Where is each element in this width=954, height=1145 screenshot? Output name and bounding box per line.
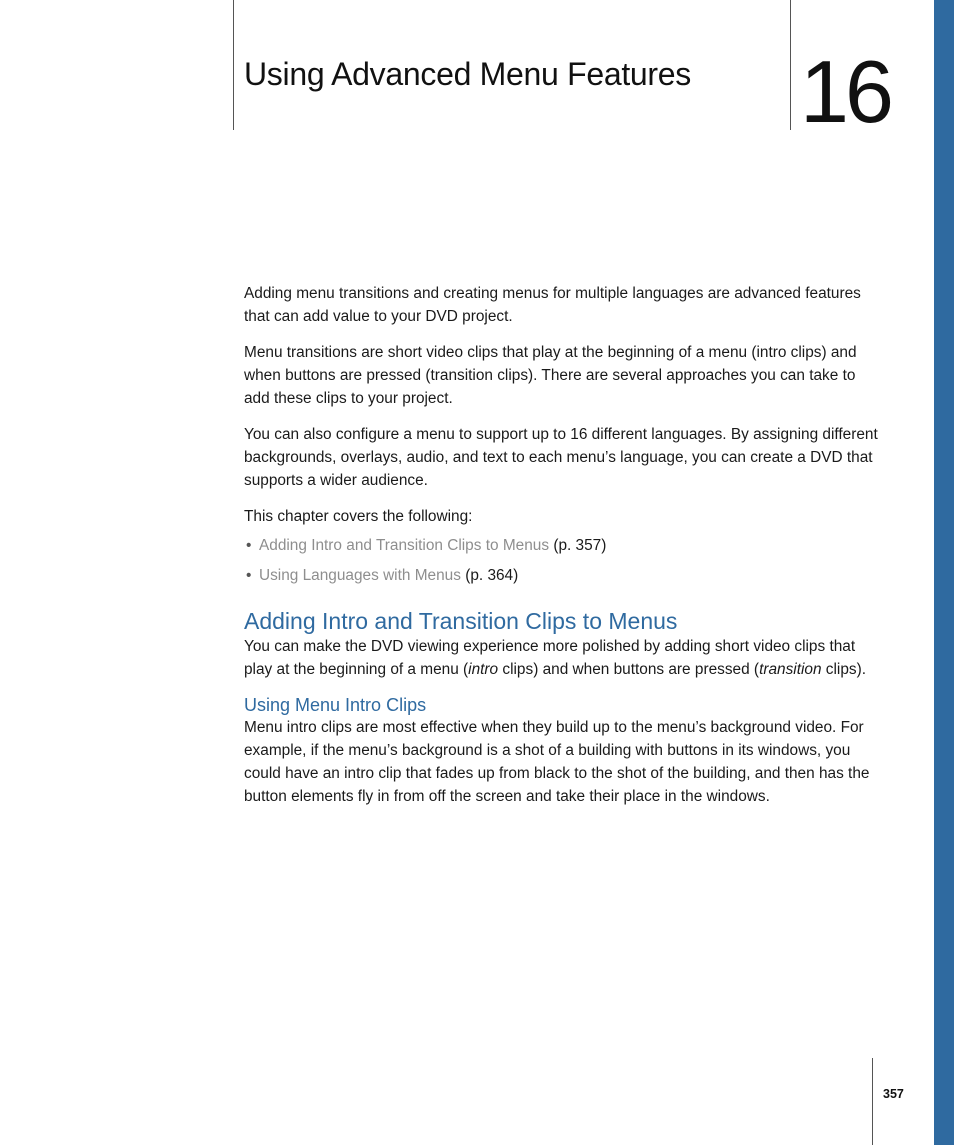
section-1-text-a: You can make the DVD viewing experience more polished by adding short video clips that play at the beginning of a menu ( — [244, 638, 856, 678]
chapter-title: Using Advanced Menu Features — [244, 56, 691, 92]
intro-paragraph-1: Adding menu transitions and creating menus for multiple languages are advanced features that can add value to your DVD project. — [244, 285, 861, 325]
chapter-content — [244, 282, 884, 821]
section-1-text-c: clips). — [821, 661, 866, 678]
toc-link-intro-transition-clips[interactable]: Adding Intro and Transition Clips to Menus — [259, 537, 550, 554]
intro-paragraph-4: This chapter covers the following: — [244, 508, 473, 525]
subsection-heading-menu-intro-clips: Using Menu Intro Clips — [244, 695, 427, 715]
section-heading-intro-transition-clips: Adding Intro and Transition Clips to Menus — [244, 608, 678, 634]
intro-paragraph-2: Menu transitions are short video clips that play at the beginning of a menu (intro clips) and when buttons are pressed (transition clips). There are several approaches you can take to add these clips to your project. — [244, 344, 857, 407]
subsection-body: Menu intro clips are most effective when they build up to the menu’s background video. For example, if the menu’s background is a shot of a building with buttons in its windows, you could have an intro clip that fades up from black to the shot of the building, and then has the button elements fly in from off the screen and take their place in the windows. — [244, 719, 870, 805]
toc-page-ref: (p. 364) — [465, 567, 519, 584]
intro-paragraph-3: You can also configure a menu to support up to 16 different languages. By assigning different backgrounds, overlays, audio, and text to each menu’s language, you can create a DVD that supports a wider audience. — [244, 426, 878, 489]
header-right-rule — [790, 0, 791, 130]
toc-link-languages-with-menus[interactable]: Using Languages with Menus — [259, 567, 461, 584]
chapter-side-bar — [934, 0, 954, 1145]
section-1-body — [244, 635, 884, 681]
section-1-text-b: clips) and when buttons are pressed ( — [498, 661, 760, 678]
toc-page-ref: (p. 357) — [553, 537, 607, 554]
page-number: 357 — [883, 1087, 904, 1101]
chapter-number: 16 — [800, 42, 890, 141]
bullet-icon: • — [246, 537, 252, 554]
section-1-em-intro: intro — [468, 661, 499, 678]
footer-rule — [872, 1058, 873, 1145]
chapter-toc-list — [244, 534, 884, 587]
toc-item — [244, 564, 884, 587]
toc-item — [244, 534, 884, 557]
header-left-rule — [233, 0, 234, 130]
bullet-icon: • — [246, 567, 252, 584]
section-1-em-transition: transition — [759, 661, 822, 678]
